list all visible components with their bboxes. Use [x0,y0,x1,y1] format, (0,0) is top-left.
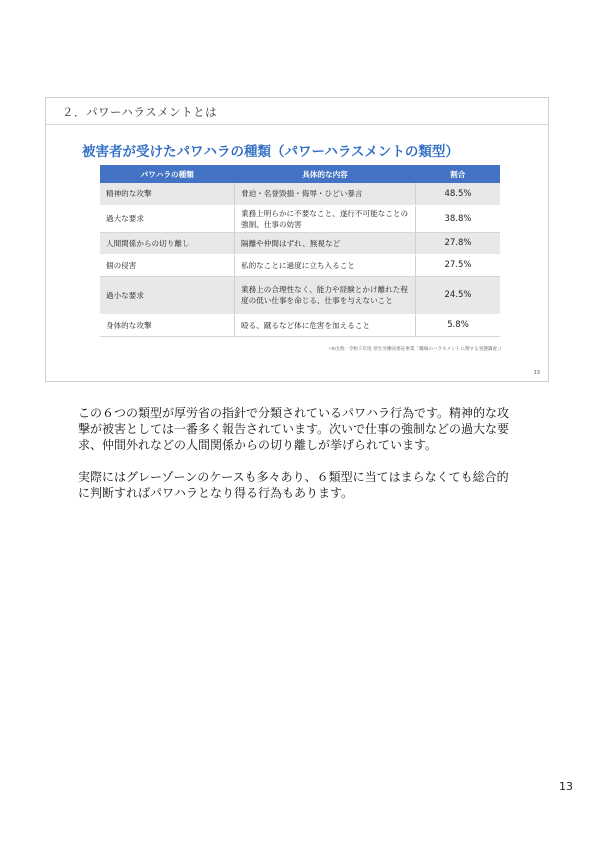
body-paragraph-2: 実際にはグレーゾーンのケースも多々あり、６類型に当てはまらなくても総合的に判断すればパワハラとなり得る行為もあります。 [78,470,509,500]
slide [45,97,549,382]
table-header-row [100,165,500,183]
table-row [100,276,500,314]
table-row [100,205,500,232]
header-type: パワハラの種類 [100,165,235,183]
row-type: 精神的な攻撃 [100,183,235,205]
row-desc: 隔離や仲間はずれ、無視など [235,232,416,254]
table-row [100,254,500,276]
slide-page-number: 13 [533,370,540,376]
body-text [78,405,518,501]
row-rate: 38.8% [416,205,501,232]
harassment-types-table [100,165,500,337]
slide-header-title: ２．パワーハラスメントとは [62,105,218,119]
table-row [100,232,500,254]
header-desc: 具体的な内容 [235,165,416,183]
row-rate: 27.8% [416,232,501,254]
slide-header [46,98,548,125]
row-desc: 殴る、蹴るなど体に危害を加えること [235,314,416,336]
slide-source-note: （※出典：令和５年度 厚生労働省委託事業「職場のハラスメントに関する実態調査」） [326,347,504,352]
page-number: 13 [559,780,573,793]
row-type: 過小な要求 [100,276,235,314]
row-type: 人間関係からの切り離し [100,232,235,254]
body-paragraph-1: この６つの類型が厚労省の指針で分類されているパワハラ行為です。精神的な攻撃が被害としては一番多く報告されています。次いで仕事の強制などの過大な要求、仲間外れなどの人間関係からの切り離しが挙げられています。 [78,406,510,452]
row-type: 身体的な攻撃 [100,314,235,336]
row-type: 個の侵害 [100,254,235,276]
row-desc: 業務上の合理性なく、能力や経験とかけ離れた程度の低い仕事を命じる、仕事を与えないこと [235,276,416,314]
row-desc: 私的なことに過度に立ち入ること [235,254,416,276]
row-rate: 48.5% [416,183,501,205]
row-rate: 24.5% [416,276,501,314]
row-desc: 業務上明らかに不要なこと、遂行不可能なことの強制、仕事の妨害 [235,205,416,232]
row-desc: 脅迫・名誉毀損・侮辱・ひどい暴言 [235,183,416,205]
table-row [100,183,500,205]
slide-title: 被害者が受けたパワハラの種類（パワーハラスメントの類型） [82,144,459,160]
row-rate: 5.8% [416,314,501,336]
row-rate: 27.5% [416,254,501,276]
header-rate: 割合 [416,165,501,183]
row-type: 過大な要求 [100,205,235,232]
table-row [100,314,500,336]
